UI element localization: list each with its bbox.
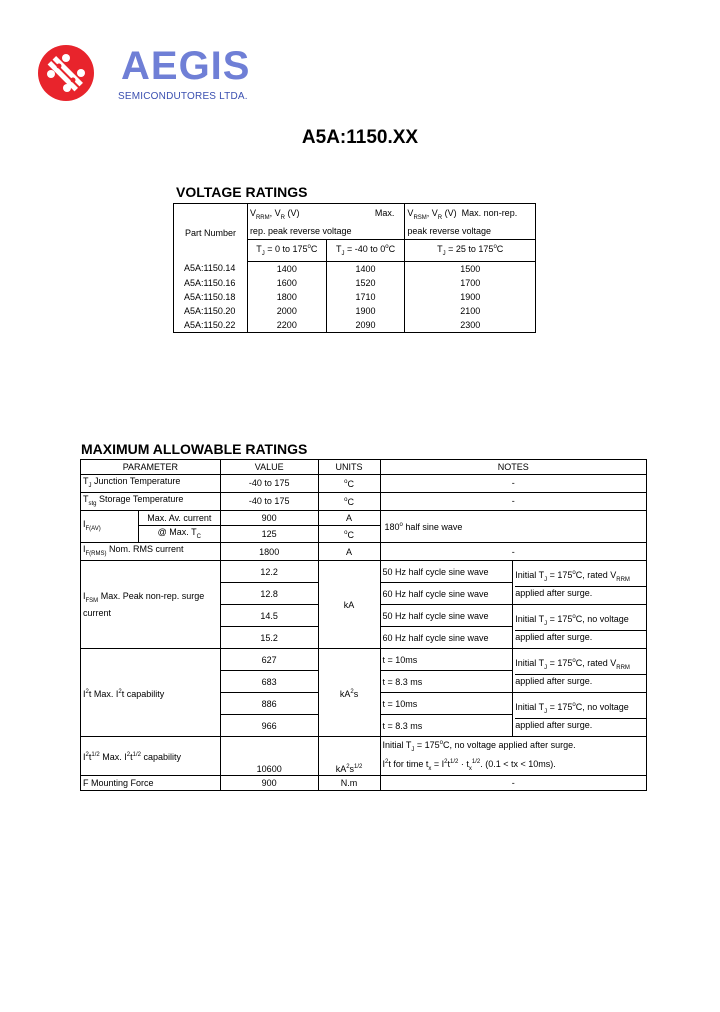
param-tj: $T_J$ Junction Temperature: [81, 475, 221, 493]
value-cell: 1500: [405, 261, 536, 276]
value-cell: 10600: [220, 737, 318, 776]
col-vrsm-header: $V_{RSM}$, $V_R$ (V) Max. non-rep. peak reverse voltage: [405, 204, 536, 240]
param-label: @ Max. $T_C$: [138, 525, 220, 543]
note-cell: 180$^o$ half sine wave: [380, 510, 647, 543]
value-cell: 1520: [326, 276, 405, 290]
param-ifsm: $I_{FSM}$ Max. Peak non-rep. surge current: [81, 561, 221, 649]
table-row: [81, 649, 647, 671]
unit-cell: N.m: [318, 775, 380, 790]
note-cell: t = 8.3 ms: [380, 715, 513, 737]
table-row: [174, 318, 536, 333]
value-cell: 683: [220, 671, 318, 693]
param-ifrms: $I_{F(RMS)}$ Nom. RMS current: [81, 543, 221, 561]
value-cell: 1900: [326, 304, 405, 318]
voltage-ratings-table: [173, 203, 536, 333]
voltage-ratings-title: VOLTAGE RATINGS: [176, 184, 308, 200]
value-cell: 900: [220, 510, 318, 525]
condition-tj-25-175: $T_J = 25$ to 175$^o$C: [405, 239, 536, 261]
param-ifav: $I_{F(AV)}$: [81, 510, 139, 543]
value-cell: 2090: [326, 318, 405, 333]
value-cell: 1710: [326, 290, 405, 304]
note-cell: Initial $T_J = 175^oC$, rated $V_{RRM}$ applied after surge.: [513, 561, 647, 605]
note-cell: -: [380, 475, 647, 493]
part-number-cell: A5A:1150.18: [184, 291, 236, 302]
param-i2rt: $I^2t^{1/2}$ Max. $I^2t^{1/2}$ capability: [81, 737, 221, 776]
unit-cell: $^o$C: [318, 492, 380, 510]
param-force: F Mounting Force: [81, 775, 221, 790]
part-number-cell: A5A:1150.14: [184, 263, 236, 274]
unit-cell: $kA^2s^{1/2}$: [318, 737, 380, 776]
table-row: [81, 543, 647, 561]
table-row: [174, 261, 536, 276]
param-label: Max. Av. current: [138, 510, 220, 525]
table-row: [81, 561, 647, 583]
value-cell: 1800: [220, 543, 318, 561]
table-row: [81, 775, 647, 790]
value-cell: 1600: [247, 276, 326, 290]
part-number-cell: A5A:1150.20: [184, 305, 236, 316]
value-cell: 12.2: [220, 561, 318, 583]
condition-tj-0-175: $T_J = 0$ to 175$^o$C: [247, 239, 326, 261]
col-vrrm-header: $V_{RRM}$, $V_R$ (V) Max. rep. peak reverse voltage: [247, 204, 404, 240]
unit-cell: $kA^2s$: [318, 649, 380, 737]
document-title: A5A:1150.XX: [301, 127, 419, 148]
value-cell: 627: [220, 649, 318, 671]
value-cell: 966: [220, 715, 318, 737]
note-cell: 50 Hz half cycle sine wave: [380, 605, 513, 627]
note-cell: 60 Hz half cycle sine wave: [380, 627, 513, 649]
param-tstg: $T_{stg}$ Storage Temperature: [81, 492, 221, 510]
note-cell: -: [380, 775, 647, 790]
note-cell: Initial $T_J = 175^oC$, rated $V_{RRM}$ applied after surge.: [513, 649, 647, 693]
table-row: [81, 510, 647, 525]
table-row: [81, 475, 647, 493]
value-cell: 900: [220, 775, 318, 790]
note-cell: Initial $T_J = 175^oC$, no voltage applied after surge.: [513, 693, 647, 737]
note-cell: -: [380, 543, 647, 561]
note-cell: 50 Hz half cycle sine wave: [380, 561, 513, 583]
max-ratings-title: MAXIMUM ALLOWABLE RATINGS: [81, 441, 308, 457]
note-cell: -: [380, 492, 647, 510]
table-row: [174, 276, 536, 290]
note-cell: t = 10ms: [380, 649, 513, 671]
value-cell: 2000: [247, 304, 326, 318]
value-cell: 1700: [405, 276, 536, 290]
note-cell: t = 10ms: [380, 693, 513, 715]
value-cell: 2300: [405, 318, 536, 333]
value-cell: 125: [220, 525, 318, 543]
col-part-number: Part Number: [184, 227, 236, 238]
header-value: VALUE: [220, 460, 318, 475]
table-row: [81, 492, 647, 510]
value-cell: 15.2: [220, 627, 318, 649]
value-cell: -40 to 175: [220, 492, 318, 510]
condition-tj-40-0: $T_J = -40$ to 0$^o$C: [326, 239, 405, 261]
note-cell: Initial $T_J = 175^oC$, no voltage applied after surge.: [513, 605, 647, 649]
value-cell: 1900: [405, 290, 536, 304]
value-cell: 12.8: [220, 583, 318, 605]
unit-cell: kA: [318, 561, 380, 649]
unit-cell: $^o$C: [318, 525, 380, 543]
value-cell: 2200: [247, 318, 326, 333]
note-cell: t = 8.3 ms: [380, 671, 513, 693]
header-parameter: PARAMETER: [81, 460, 221, 475]
value-cell: 1800: [247, 290, 326, 304]
table-row: [81, 737, 647, 776]
header-notes: NOTES: [380, 460, 647, 475]
value-cell: 1400: [326, 261, 405, 276]
part-number-cell: A5A:1150.22: [184, 319, 236, 330]
brand-name: AEGIS: [121, 44, 251, 88]
table-row: [174, 304, 536, 318]
unit-cell: A: [318, 543, 380, 561]
max-ratings-table: [80, 459, 647, 791]
value-cell: 1400: [247, 261, 326, 276]
company-logo-icon: [37, 44, 95, 102]
part-number-cell: A5A:1150.16: [184, 277, 236, 288]
unit-cell: A: [318, 510, 380, 525]
header-units: UNITS: [318, 460, 380, 475]
brand-subtitle: SEMICONDUTORES LTDA.: [118, 91, 248, 102]
value-cell: 886: [220, 693, 318, 715]
unit-cell: $^o$C: [318, 475, 380, 493]
value-cell: 2100: [405, 304, 536, 318]
table-row: [174, 290, 536, 304]
value-cell: 14.5: [220, 605, 318, 627]
value-cell: -40 to 175: [220, 475, 318, 493]
note-cell: 60 Hz half cycle sine wave: [380, 583, 513, 605]
note-cell: Initial $T_J = 175^oC$, no voltage applied after surge. $I^2t$ for time $t_x = I^2t^{1/2} \cdot t_x^{1/2}$. (0.1 < tx < 10ms).: [380, 737, 647, 776]
param-i2t: $I^2t$ Max. $I^2t$ capability: [81, 649, 221, 737]
